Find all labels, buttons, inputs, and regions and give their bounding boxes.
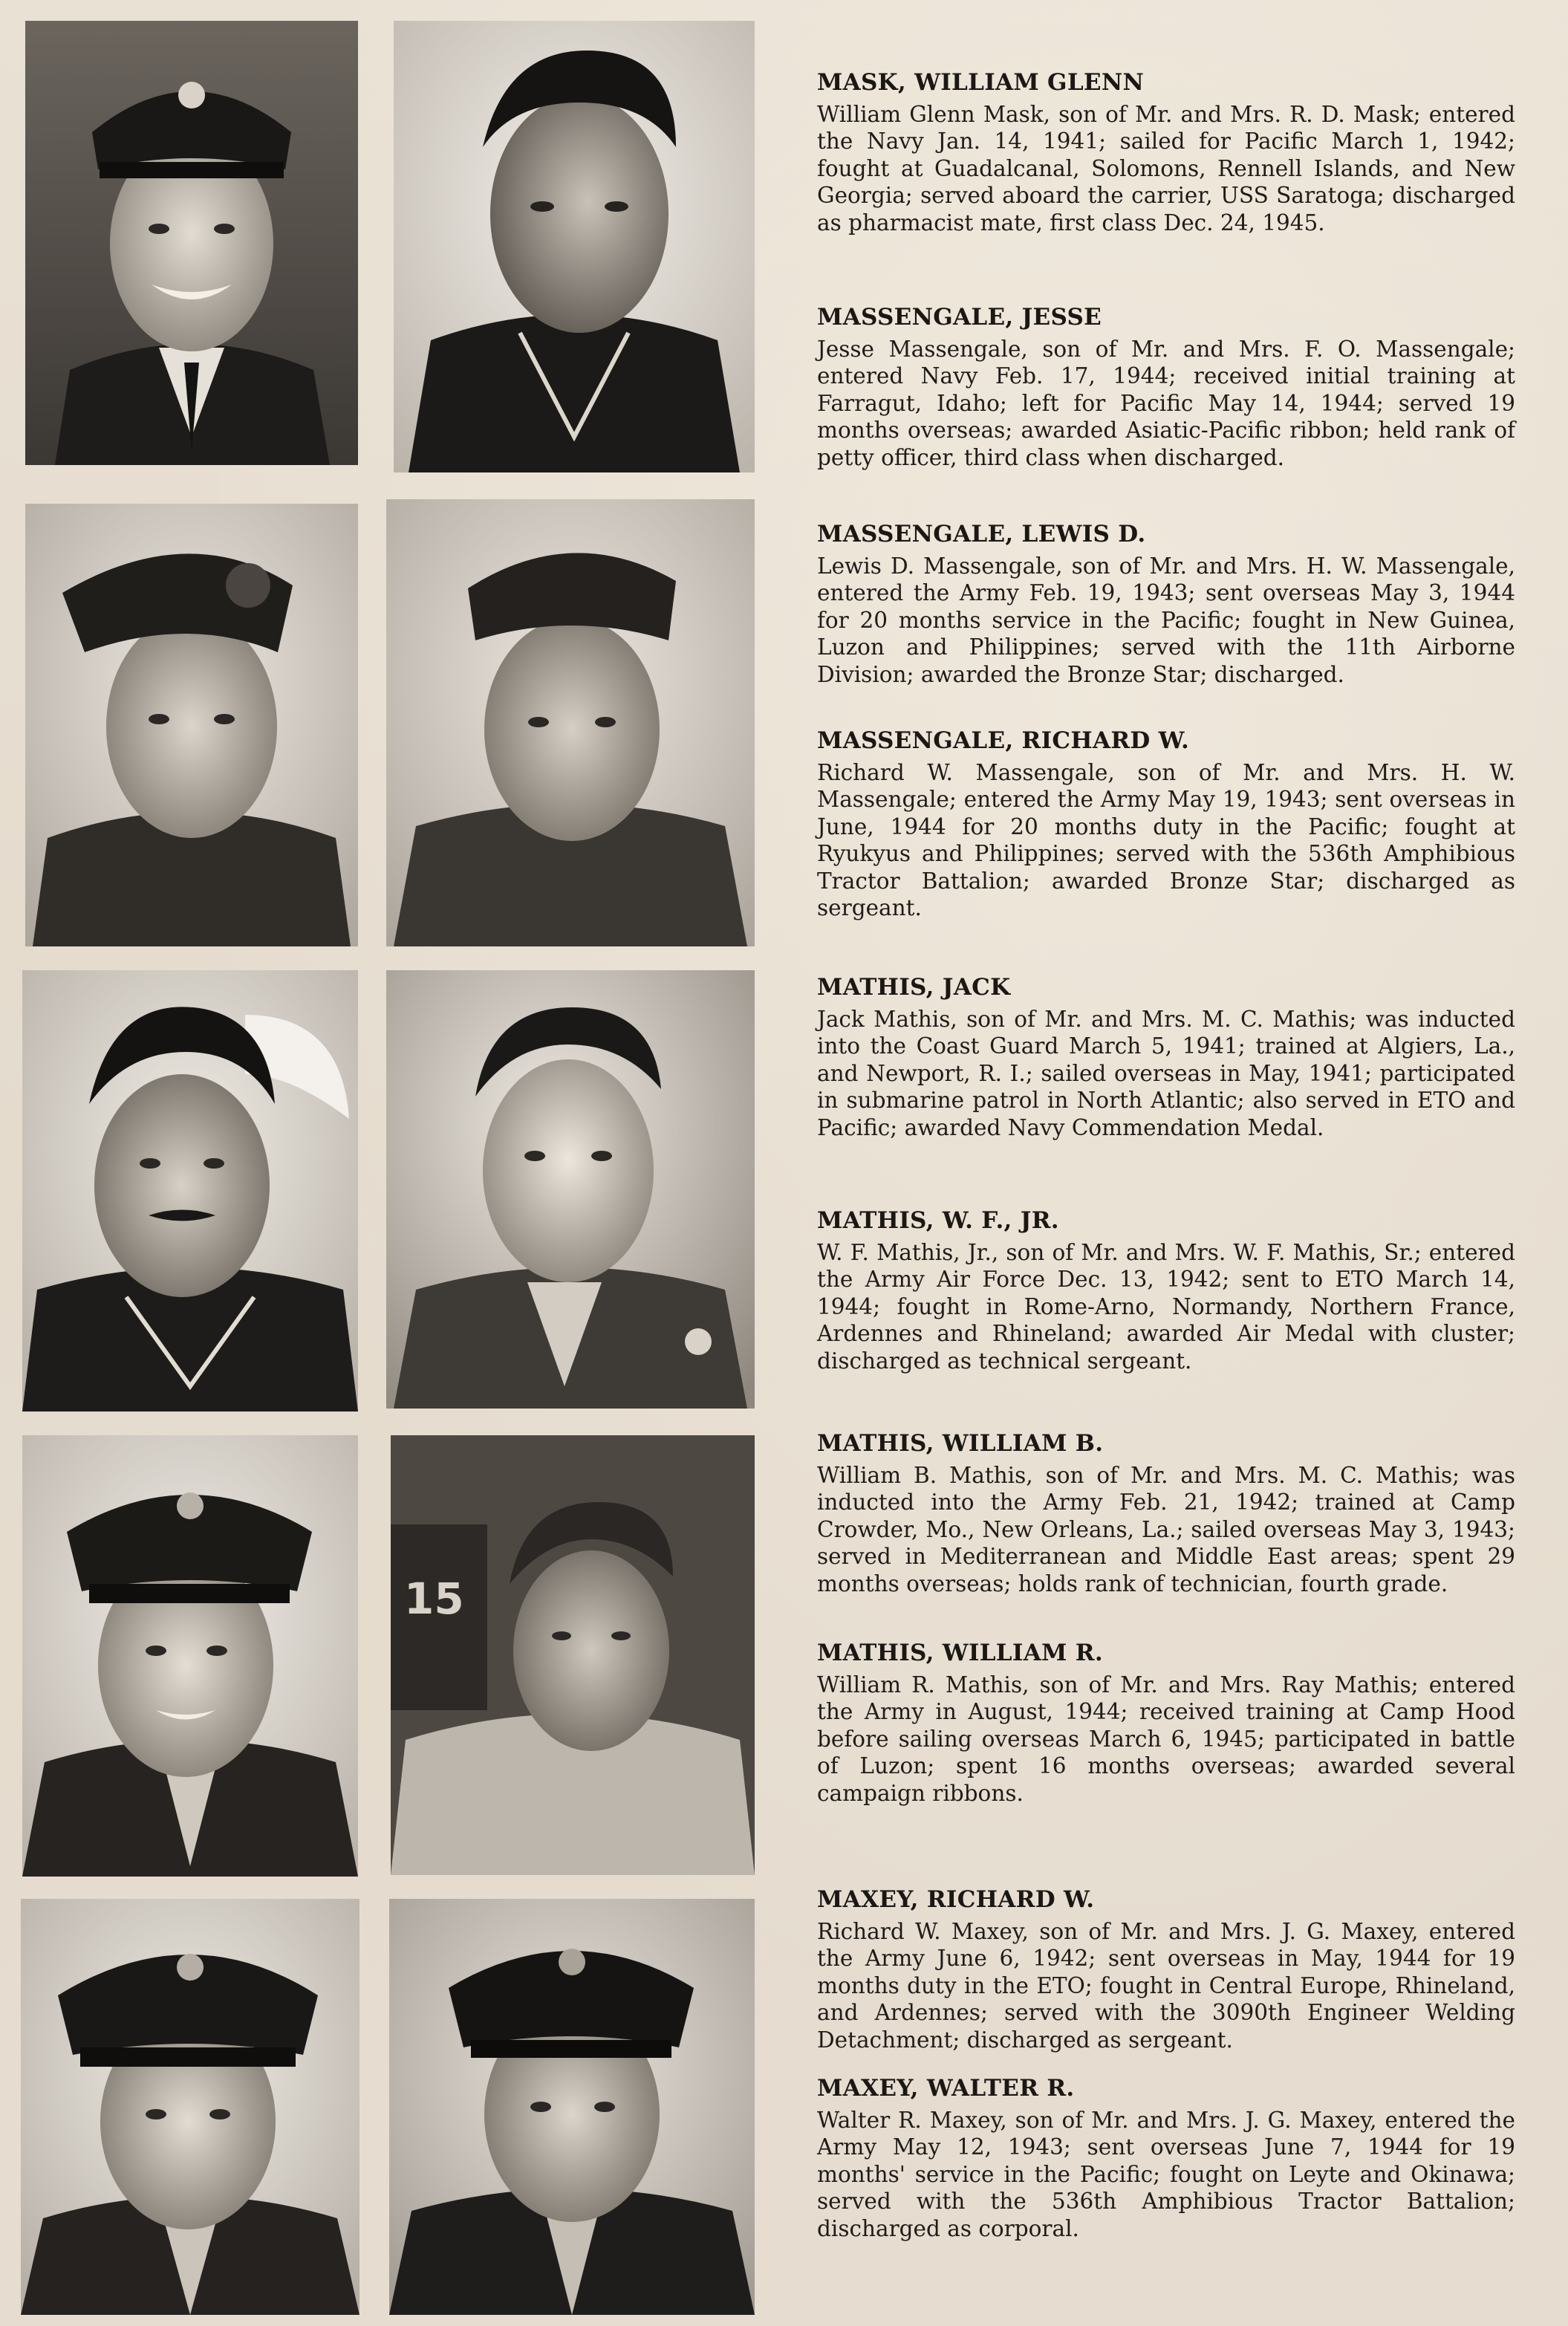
entry-biography: Jack Mathis, son of Mr. and Mrs. M. C. Mathis; was inducted into the Coast Guard March 5, 1941; trained at Algiers, La., and Newport, R. I.; sailed overseas in May, 1941; participated in submarine patrol in North Atlantic; also served in ETO and Pacific; awarded Navy Commendation Medal. — [817, 1006, 1515, 1140]
portrait-photo-icon — [389, 1899, 755, 2315]
portrait-photo-icon — [391, 1435, 755, 1875]
entry-name: MATHIS, WILLIAM B. — [817, 1430, 1104, 1457]
entry-mathis-w-f-jr — [817, 1208, 1515, 1374]
entry-name: MAXEY, WALTER R. — [817, 2075, 1075, 2102]
entry-mathis-william-b — [817, 1431, 1515, 1597]
photo-maxey-richard-w — [21, 1899, 360, 2315]
photo-massengale-richard-w — [386, 499, 755, 946]
photo-mask-william-glenn — [25, 21, 358, 465]
entry-massengale-jesse — [817, 305, 1515, 471]
entry-maxey-walter-r — [817, 2076, 1515, 2242]
entry-name: MASSENGALE, RICHARD W. — [817, 727, 1190, 754]
entry-biography: Jesse Massengale, son of Mr. and Mrs. F. O. Massengale; entered Navy Feb. 17, 1944; received initial training at Farragut, Idaho; left for Pacific May 14, 1944; served 19 months overseas; awarded Asiatic-Pacific ribbon; held rank of petty officer, third class when discharged. — [817, 336, 1515, 470]
entry-biography: William Glenn Mask, son of Mr. and Mrs. R. D. Mask; entered the Navy Jan. 14, 1941; sailed for Pacific March 1, 1942; fought at Guadalcanal, Solomons, Rennell Islands, and New Georgia; served aboard the carrier, USS Saratoga; discharged as pharmacist mate, first class Dec. 24, 1945. — [817, 101, 1515, 235]
entry-biography: William R. Mathis, son of Mr. and Mrs. Ray Mathis; entered the Army in August, 1944; received training at Camp Hood before sailing overseas March 6, 1945; participated in battle of Luzon; spent 16 months overseas; awarded several campaign ribbons. — [817, 1672, 1515, 1806]
portrait-photo-icon — [21, 1899, 360, 2315]
entry-name: MATHIS, JACK — [817, 974, 1011, 1001]
portrait-photo-icon — [25, 504, 358, 946]
entry-mathis-jack — [817, 975, 1515, 1141]
portrait-photo-icon — [25, 21, 358, 465]
entry-name: MATHIS, W. F., JR. — [817, 1207, 1059, 1234]
portrait-photo-icon — [22, 970, 358, 1411]
entry-mathis-william-r — [817, 1640, 1515, 1807]
entry-biography: Lewis D. Massengale, son of Mr. and Mrs. H. W. Massengale, entered the Army Feb. 19, 1943; sent overseas May 3, 1944 for 20 months service in the Pacific; fought in New Guinea, Luzon and Philippines; served with the 11th Airborne Division; awarded the Bronze Star; discharged. — [817, 553, 1515, 687]
entry-biography: William B. Mathis, son of Mr. and Mrs. M. C. Mathis; was inducted into the Army Feb. 21, 1942; trained at Camp Crowder, Mo., New Orleans, La.; sailed overseas May 3, 1943; served in Mediterranean and Middle East areas; spent 29 months overseas; holds rank of technician, fourth grade. — [817, 1462, 1515, 1596]
portrait-photo-icon — [394, 21, 755, 472]
photo-mathis-w-f-jr — [386, 970, 755, 1409]
photo-maxey-walter-r — [389, 1899, 755, 2315]
entry-name: MASK, WILLIAM GLENN — [817, 69, 1145, 96]
portrait-photo-icon — [22, 1435, 358, 1877]
entry-massengale-richard-w — [817, 728, 1515, 922]
photo-mathis-william-b — [22, 1435, 358, 1877]
entry-biography: Walter R. Maxey, son of Mr. and Mrs. J. G. Maxey, entered the Army May 12, 1943; sent overseas June 7, 1944 for 19 months' service in the Pacific; fought on Leyte and Okinawa; served with the 536th Amphibious Tractor Battalion; discharged as corporal. — [817, 2107, 1515, 2241]
entry-name: MAXEY, RICHARD W. — [817, 1886, 1095, 1913]
entry-mask-william-glenn — [817, 70, 1515, 236]
entry-biography: W. F. Mathis, Jr., son of Mr. and Mrs. W. F. Mathis, Sr.; entered the Army Air Force Dec. 13, 1942; sent to ETO March 14, 1944; fought in Rome-Arno, Normandy, Northern France, Ardennes and Rhineland; awarded Air Medal with cluster; discharged as technical sergeant. — [817, 1239, 1515, 1374]
photo-mathis-jack — [22, 970, 358, 1411]
portrait-photo-icon — [386, 970, 755, 1409]
entry-name: MASSENGALE, LEWIS D. — [817, 521, 1146, 548]
photo-mark-15: 15 — [404, 1573, 464, 1624]
entry-massengale-lewis-d — [817, 522, 1515, 688]
portrait-photo-icon — [386, 499, 755, 946]
photo-mathis-william-r — [391, 1435, 755, 1875]
entry-biography: Richard W. Massengale, son of Mr. and Mrs. H. W. Massengale; entered the Army May 19, 1943; sent overseas in June, 1944 for 20 months duty in the Pacific; fought at Ryukyus and Philippines; served with the 536th Amphibious Tractor Battalion; awarded Bronze Star; discharged as sergeant. — [817, 759, 1515, 921]
photo-massengale-jesse — [394, 21, 755, 472]
entry-biography: Richard W. Maxey, son of Mr. and Mrs. J. G. Maxey, entered the Army June 6, 1942; sent overseas in May, 1944 for 19 months duty in the ETO; fought in Central Europe, Rhineland, and Ardennes; served with the 3090th Engineer Welding Detachment; discharged as sergeant. — [817, 1918, 1515, 2053]
entry-name: MATHIS, WILLIAM R. — [817, 1640, 1103, 1666]
entry-maxey-richard-w — [817, 1887, 1515, 2053]
photo-massengale-lewis-d — [25, 504, 358, 946]
entry-name: MASSENGALE, JESSE — [817, 304, 1102, 331]
